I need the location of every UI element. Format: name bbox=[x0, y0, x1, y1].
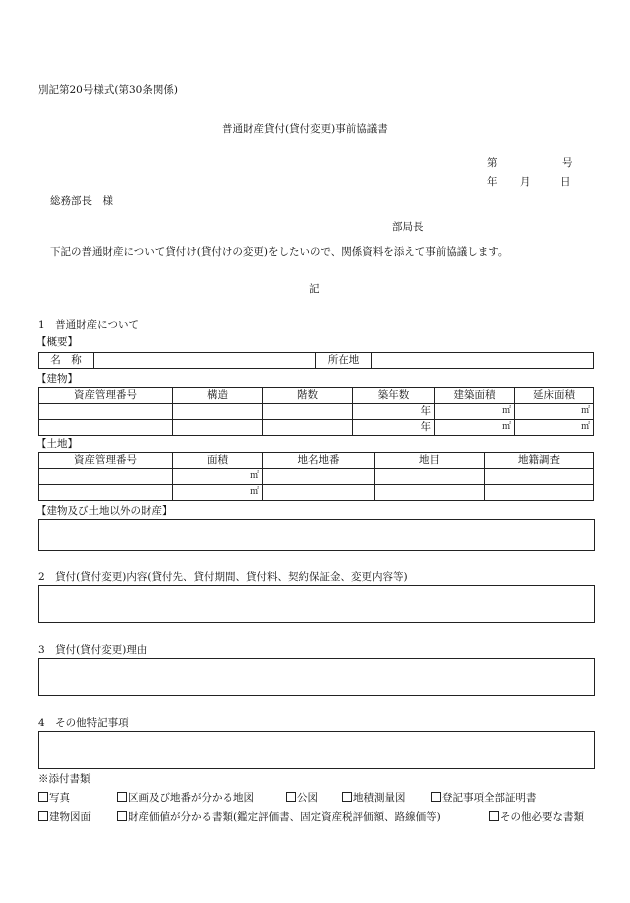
building-header-row bbox=[39, 388, 594, 404]
attachment-label: 公図 bbox=[297, 792, 318, 804]
form-number: 別記第20号様式(第30条関係) bbox=[38, 84, 178, 96]
land-cell-area[interactable]: ㎡ bbox=[173, 469, 263, 485]
building-cell[interactable] bbox=[263, 404, 353, 420]
number-prefix: 第 bbox=[487, 157, 498, 169]
overview-table bbox=[38, 352, 594, 369]
land-cell[interactable] bbox=[375, 469, 485, 485]
land-cell[interactable] bbox=[485, 469, 594, 485]
date-month: 月 bbox=[520, 176, 531, 188]
attachment-official-map[interactable] bbox=[286, 790, 318, 805]
checkbox[interactable] bbox=[117, 811, 127, 821]
building-table bbox=[38, 387, 594, 436]
building-col-building-area: 建築面積 bbox=[435, 388, 515, 404]
building-cell-area[interactable]: ㎡ bbox=[435, 404, 515, 420]
attachment-survey-map[interactable] bbox=[342, 790, 406, 805]
loan-content-field[interactable] bbox=[38, 585, 595, 623]
date-day: 日 bbox=[560, 176, 571, 188]
loan-reason-field[interactable] bbox=[38, 658, 595, 696]
checkbox[interactable] bbox=[117, 792, 127, 802]
land-col-land-category: 地目 bbox=[375, 453, 485, 469]
section1-heading: 1 普通財産について bbox=[38, 319, 139, 331]
land-table bbox=[38, 452, 594, 501]
overview-label: 【概要】 bbox=[36, 336, 78, 348]
attachment-label: 地積測量図 bbox=[353, 792, 406, 804]
land-cell[interactable] bbox=[485, 485, 594, 501]
land-cell[interactable] bbox=[39, 485, 173, 501]
building-cell[interactable] bbox=[173, 404, 263, 420]
section3-heading: 3 貸付(貸付変更)理由 bbox=[38, 644, 148, 656]
attachments-heading: ※添付書類 bbox=[38, 773, 91, 785]
building-cell-area[interactable]: ㎡ bbox=[435, 420, 515, 436]
attachment-label: 区画及び地番が分かる地図 bbox=[128, 792, 254, 804]
attachment-registry-certificate[interactable] bbox=[431, 790, 537, 805]
building-cell-floor-area[interactable]: ㎡ bbox=[515, 404, 594, 420]
land-cell[interactable] bbox=[263, 485, 375, 501]
building-cell-age[interactable]: 年 bbox=[353, 404, 435, 420]
building-col-floors: 階数 bbox=[263, 388, 353, 404]
addressee: 総務部長 様 bbox=[50, 195, 113, 207]
land-cell[interactable] bbox=[375, 485, 485, 501]
land-label: 【土地】 bbox=[36, 438, 78, 450]
land-col-asset-no: 資産管理番号 bbox=[39, 453, 173, 469]
table-row bbox=[39, 420, 594, 436]
table-row bbox=[39, 469, 594, 485]
number-suffix: 号 bbox=[562, 157, 573, 169]
location-field[interactable] bbox=[372, 353, 594, 369]
name-label: 名 称 bbox=[39, 353, 94, 369]
other-property-label: 【建物及び土地以外の財産】 bbox=[36, 505, 173, 517]
checkbox[interactable] bbox=[431, 792, 441, 802]
attachment-building-drawing[interactable] bbox=[38, 809, 91, 824]
building-cell[interactable] bbox=[39, 420, 173, 436]
attachment-property-value[interactable] bbox=[117, 809, 441, 824]
section4-heading: 4 その他特記事項 bbox=[38, 717, 129, 729]
checkbox[interactable] bbox=[489, 811, 499, 821]
other-property-field[interactable] bbox=[38, 519, 595, 551]
location-label: 所在地 bbox=[316, 353, 372, 369]
table-row bbox=[39, 404, 594, 420]
attachment-map[interactable] bbox=[117, 790, 254, 805]
sender: 部局長 bbox=[392, 221, 424, 233]
date-year: 年 bbox=[487, 176, 498, 188]
land-col-lot-number: 地名地番 bbox=[263, 453, 375, 469]
attachment-label: 写真 bbox=[49, 792, 70, 804]
land-cell-area[interactable]: ㎡ bbox=[173, 485, 263, 501]
section2-heading: 2 貸付(貸付変更)内容(貸付先、貸付期間、貸付料、契約保証金、変更内容等) bbox=[38, 571, 408, 583]
checkbox[interactable] bbox=[38, 792, 48, 802]
building-label: 【建物】 bbox=[36, 373, 78, 385]
document-title: 普通財産貸付(貸付変更)事前協議書 bbox=[222, 123, 388, 135]
building-cell[interactable] bbox=[173, 420, 263, 436]
land-cell[interactable] bbox=[39, 469, 173, 485]
special-notes-field[interactable] bbox=[38, 731, 595, 769]
building-cell-floor-area[interactable]: ㎡ bbox=[515, 420, 594, 436]
attachment-label: 建物図面 bbox=[49, 811, 91, 823]
building-cell[interactable] bbox=[39, 404, 173, 420]
building-col-age: 築年数 bbox=[353, 388, 435, 404]
ki-label: 記 bbox=[309, 283, 320, 295]
land-cell[interactable] bbox=[263, 469, 375, 485]
building-col-structure: 構造 bbox=[173, 388, 263, 404]
attachment-label: 登記事項全部証明書 bbox=[442, 792, 537, 804]
land-col-cadastral-survey: 地籍調査 bbox=[485, 453, 594, 469]
land-col-area: 面積 bbox=[173, 453, 263, 469]
building-col-floor-area: 延床面積 bbox=[515, 388, 594, 404]
attachment-photo[interactable] bbox=[38, 790, 70, 805]
attachment-other[interactable] bbox=[489, 809, 584, 824]
checkbox[interactable] bbox=[342, 792, 352, 802]
building-col-asset-no: 資産管理番号 bbox=[39, 388, 173, 404]
attachment-label: 財産価値が分かる書類(鑑定評価書、固定資産税評価額、路線価等) bbox=[128, 811, 441, 823]
building-cell[interactable] bbox=[263, 420, 353, 436]
land-header-row bbox=[39, 453, 594, 469]
checkbox[interactable] bbox=[38, 811, 48, 821]
name-field[interactable] bbox=[94, 353, 316, 369]
body-text: 下記の普通財産について貸付け(貸付けの変更)をしたいので、関係資料を添えて事前協議します。 bbox=[50, 246, 509, 258]
checkbox[interactable] bbox=[286, 792, 296, 802]
building-cell-age[interactable]: 年 bbox=[353, 420, 435, 436]
table-row bbox=[39, 485, 594, 501]
attachment-label: その他必要な書類 bbox=[500, 811, 584, 823]
